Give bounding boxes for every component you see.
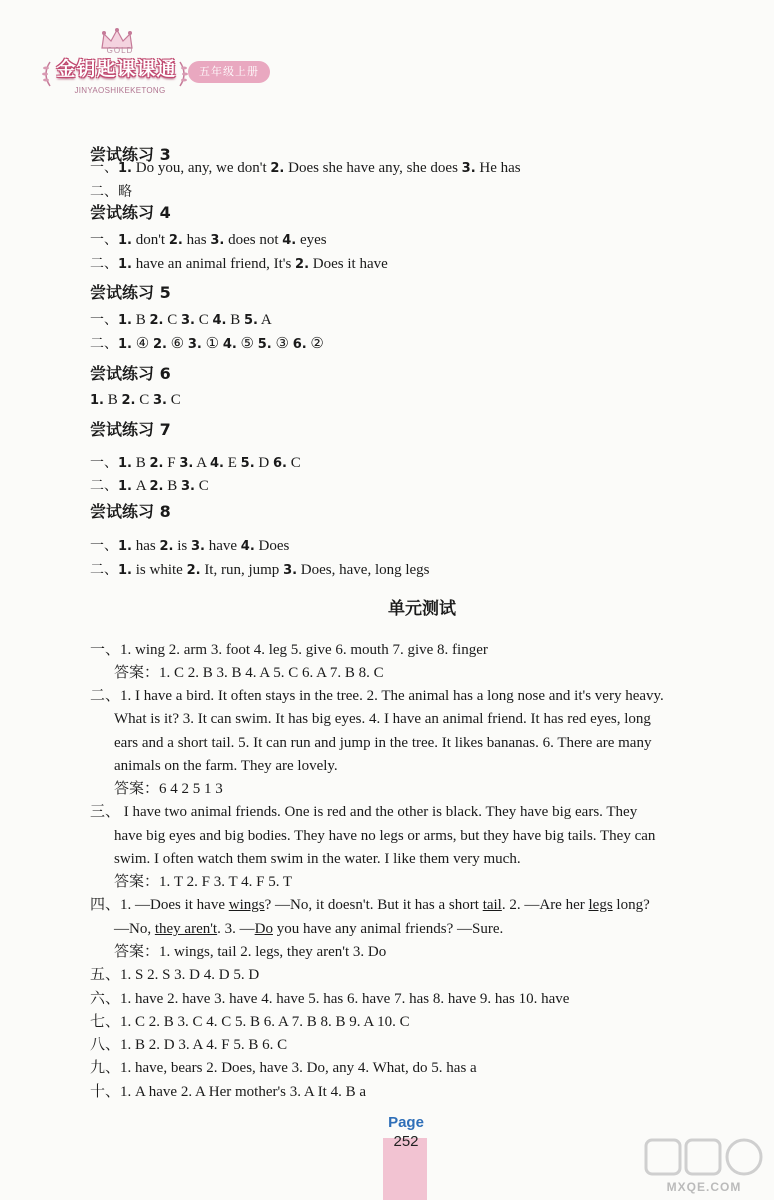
q4-text: 四、1. —Does it have — [90, 897, 229, 913]
item-number: 1. — [118, 337, 132, 352]
item-number: 2. — [295, 257, 310, 272]
item-answer: ③ — [271, 336, 293, 352]
q1-answer: 答案：1. C 2. B 3. B 4. A 5. C 6. A 7. B 8. C — [114, 665, 384, 681]
item-number: 6. — [272, 456, 287, 471]
q4-text: . 2. —Are her — [501, 897, 589, 913]
unit-test-title: 单元测试 — [388, 599, 456, 619]
item-number: 2. — [121, 393, 136, 408]
answer-line — [90, 452, 301, 475]
line-prefix: 二、 — [90, 478, 118, 494]
item-number: 1. — [118, 539, 132, 554]
item-number: 2. — [149, 479, 164, 494]
item-number: 2. — [270, 161, 285, 176]
item-number: 1. — [90, 393, 104, 408]
line-prefix: 一、 — [90, 538, 118, 554]
item-answer: does not — [224, 232, 283, 248]
item-answer: A — [131, 478, 150, 494]
line-prefix: 一、 — [90, 312, 118, 328]
item-answer: ⑤ — [236, 336, 258, 352]
item-number: 3. — [190, 539, 205, 554]
item-number: 3. — [153, 393, 167, 408]
answer-line — [90, 181, 132, 203]
item-number: 1. — [118, 313, 132, 328]
item-number: 6. — [292, 337, 307, 352]
item-answer: Does it have — [309, 256, 388, 272]
grade-badge: 五年级上册 — [188, 61, 270, 83]
section-title: 尝试练习 7 — [90, 420, 171, 439]
brand-title: 金钥匙课课通 — [56, 58, 177, 80]
item-answer: have an animal friend, It's — [131, 256, 296, 272]
section-title: 尝试练习 5 — [90, 283, 171, 302]
answer-line — [90, 309, 272, 332]
q9-line: 九、1. have, bears 2. Does, have 3. Do, any 4. What, do 5. has a — [90, 1060, 477, 1076]
item-number: 4. — [240, 539, 255, 554]
q2-line-1: 二、1. I have a bird. It often stays in the tree. 2. The animal has a long nose and it's very heavy. — [90, 688, 664, 704]
item-answer: ④ — [131, 336, 153, 352]
item-number: 4. — [212, 313, 227, 328]
line-prefix: 二、 — [90, 562, 118, 578]
item-number: 3. — [181, 479, 195, 494]
item-number: 2. — [152, 337, 167, 352]
item-answer: don't — [131, 232, 169, 248]
q10-line: 十、1. A have 2. A Her mother's 3. A It 4. B a — [90, 1084, 367, 1100]
item-answer: B — [163, 478, 181, 494]
item-answer: is white — [131, 562, 187, 578]
q6-line: 六、1. have 2. have 3. have 4. have 5. has 6. have 7. has 8. have 9. has 10. have — [90, 991, 570, 1007]
item-answer: ② — [306, 336, 324, 352]
item-number: 1. — [118, 479, 132, 494]
item-answer: A — [257, 312, 272, 328]
item-answer: is — [173, 538, 191, 554]
item-answer: It, run, jump — [200, 562, 284, 578]
item-answer: ⑥ — [166, 336, 188, 352]
item-number: 5. — [244, 313, 258, 328]
item-answer: have — [204, 538, 241, 554]
watermark-site: MXQE.COM — [666, 1180, 742, 1194]
q4-text: long? — [612, 897, 650, 913]
item-number: 2. — [168, 233, 183, 248]
item-answer: C — [135, 392, 153, 408]
answer-line — [90, 229, 327, 252]
q4-underlined-wings: wings — [228, 897, 265, 913]
q4-underlined-tail: tail — [482, 897, 502, 913]
section-title: 尝试练习 6 — [90, 364, 171, 383]
item-number: 4. — [222, 337, 237, 352]
item-number: 1. — [118, 257, 132, 272]
item-number: 3. — [181, 313, 195, 328]
item-number: 2. — [159, 539, 174, 554]
item-answer: B — [103, 392, 122, 408]
answer-line — [90, 389, 181, 412]
q2-line-4: animals on the farm. They are lovely. — [114, 758, 338, 774]
item-number: 1. — [118, 563, 132, 578]
q3-line-2: have big eyes and big bodies. They have no legs or arms, but they have big tails. They can — [114, 828, 656, 844]
item-answer: D — [254, 455, 273, 471]
item-answer: C — [163, 312, 181, 328]
q4-answer: 答案：1. wings, tail 2. legs, they aren't 3. Do — [114, 944, 387, 960]
q5-line: 五、1. S 2. S 3. D 4. D 5. D — [90, 967, 260, 983]
answer-line — [90, 253, 388, 276]
item-answer: Does she have any, she does — [284, 160, 462, 176]
answer-line — [90, 535, 289, 558]
q4-text: you have any animal friends? —Sure. — [272, 921, 504, 937]
item-answer: B — [131, 455, 150, 471]
q4-underlined-do: Do — [254, 921, 273, 937]
item-number: 4. — [210, 456, 224, 471]
item-number: 5. — [240, 456, 255, 471]
answer-line — [90, 333, 324, 356]
section-title: 尝试练习 3 — [90, 145, 171, 164]
page-number: 252 — [393, 1133, 419, 1150]
item-answer: C — [194, 312, 213, 328]
line-prefix: 二、略 — [90, 184, 132, 200]
q3-line-3: swim. I often watch them swim in the water. I like them very much. — [114, 851, 521, 867]
item-answer: Does — [254, 538, 290, 554]
q4-text: . 3. — — [217, 921, 255, 937]
item-answer: has — [182, 232, 211, 248]
item-number: 2. — [186, 563, 201, 578]
line-prefix: 二、 — [90, 336, 118, 352]
item-answer: eyes — [296, 232, 327, 248]
section-title: 尝试练习 8 — [90, 502, 171, 521]
q8-line: 八、1. B 2. D 3. A 4. F 5. B 6. C — [90, 1037, 288, 1053]
item-answer: has — [131, 538, 160, 554]
item-answer: E — [223, 455, 241, 471]
q3-answer: 答案：1. T 2. F 3. T 4. F 5. T — [114, 874, 293, 890]
item-number: 1. — [118, 456, 132, 471]
item-answer: Does, have, long legs — [297, 562, 430, 578]
item-number: 3. — [179, 456, 194, 471]
item-number: 1. — [118, 161, 132, 176]
item-answer: B — [226, 312, 244, 328]
item-number: 5. — [257, 337, 272, 352]
item-number: 3. — [283, 563, 298, 578]
q4-underlined-legs: legs — [588, 897, 613, 913]
q4-underlined-they-arent: they aren't — [154, 921, 218, 937]
logo-gold-text: GOLD — [106, 46, 134, 55]
q4-line-2 — [114, 918, 503, 940]
q1-line: 一、1. wing 2. arm 3. foot 4. leg 5. give 6. mouth 7. give 8. finger — [90, 642, 488, 658]
q2-line-3: ears and a short tail. 5. It can run and jump in the tree. It likes bananas. 6. There are many — [114, 735, 652, 751]
q2-answer: 答案：6 4 2 5 1 3 — [114, 781, 223, 797]
item-answer: B — [131, 312, 150, 328]
q4-line-1 — [90, 894, 650, 916]
line-prefix: 一、 — [90, 232, 118, 248]
answer-line — [90, 559, 430, 582]
item-number: 4. — [282, 233, 297, 248]
item-answer: ① — [201, 336, 223, 352]
line-prefix: 一、 — [90, 160, 118, 176]
answer-line — [90, 157, 521, 180]
section-title: 尝试练习 4 — [90, 203, 171, 222]
item-answer: C — [286, 455, 301, 471]
q4-text: ? —No, it doesn't. But it has a short — [264, 897, 483, 913]
line-prefix: 一、 — [90, 455, 118, 471]
page-label: Page — [388, 1114, 424, 1131]
brand-pinyin: JINYAOSHIKEKETONG — [74, 86, 166, 95]
item-number: 1. — [118, 233, 132, 248]
item-number: 3. — [461, 161, 476, 176]
item-answer: C — [166, 392, 181, 408]
item-number: 3. — [187, 337, 202, 352]
answer-line — [90, 475, 209, 498]
item-answer: A — [193, 455, 210, 471]
item-number: 3. — [210, 233, 225, 248]
item-answer: Do you, any, we don't — [131, 160, 271, 176]
q7-line: 七、1. C 2. B 3. C 4. C 5. B 6. A 7. B 8. B 9. A 10. C — [90, 1014, 410, 1030]
item-number: 2. — [149, 456, 164, 471]
q2-line-2: What is it? 3. It can swim. It has big eyes. 4. I have an animal friend. It has red eyes, long — [114, 711, 651, 727]
item-answer: F — [163, 455, 180, 471]
item-answer: He has — [475, 160, 521, 176]
header-logo — [44, 28, 284, 104]
line-prefix: 二、 — [90, 256, 118, 272]
q3-line-1: 三、 I have two animal friends. One is red and the other is black. They have big ears. They — [90, 804, 638, 820]
q4-text: —No, — [114, 921, 155, 937]
item-answer: C — [194, 478, 209, 494]
item-number: 2. — [149, 313, 164, 328]
